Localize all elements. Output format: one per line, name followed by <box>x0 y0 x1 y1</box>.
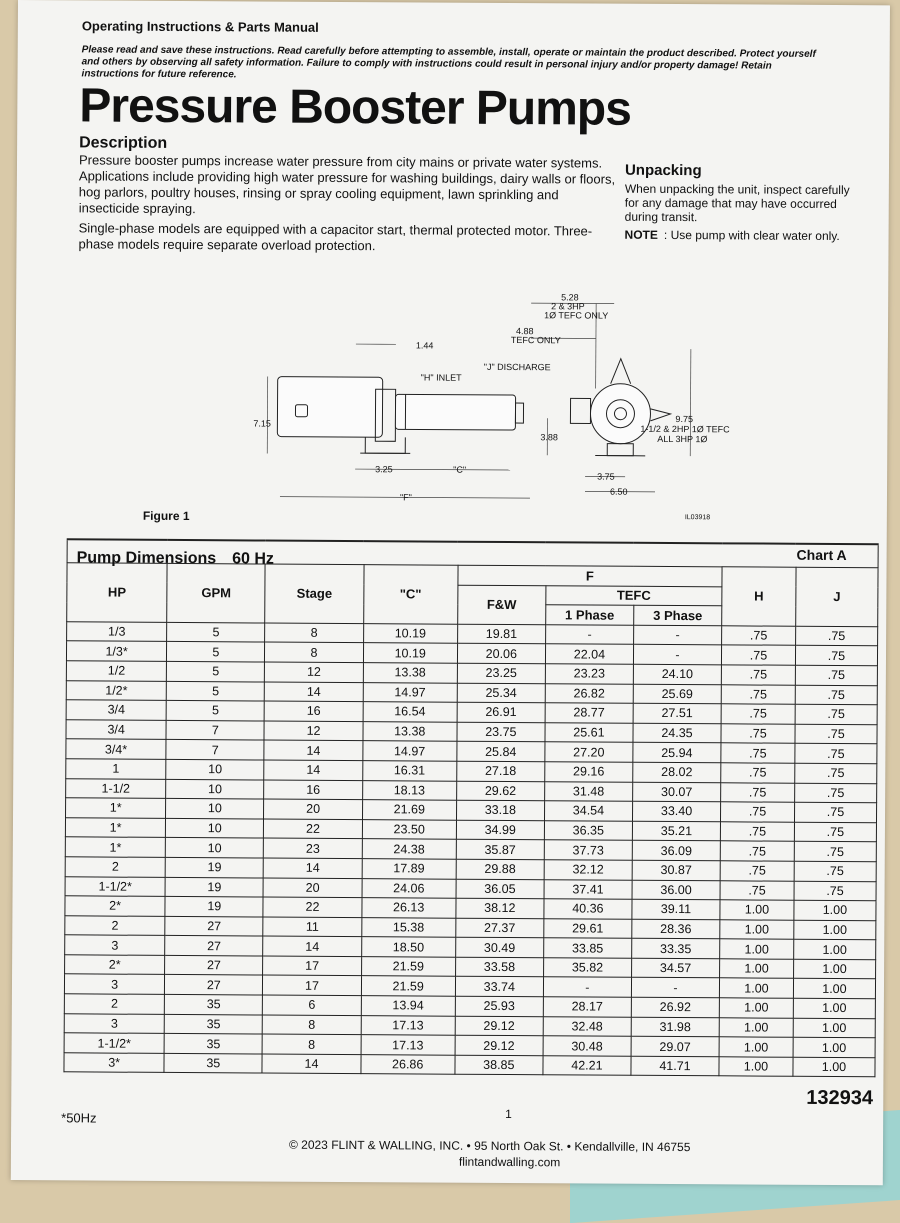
pump-end-view <box>570 358 671 456</box>
footnote: *50Hz <box>61 1110 97 1125</box>
table-cell: 3 <box>64 974 164 994</box>
table-cell: 8 <box>265 623 363 643</box>
table-cell: 30.49 <box>455 937 543 957</box>
col-gpm: GPM <box>167 563 266 622</box>
table-cell: 34.54 <box>544 801 632 821</box>
svg-text:3.25: 3.25 <box>375 464 393 474</box>
table-cell: .75 <box>721 802 795 822</box>
table-cell: .75 <box>722 626 796 646</box>
table-cell: 1.00 <box>794 940 876 960</box>
table-cell: 27 <box>165 916 263 936</box>
table-cell: .75 <box>795 783 877 803</box>
table-cell: 1.00 <box>720 900 794 920</box>
table-cell: .75 <box>720 822 794 842</box>
table-cell: .75 <box>721 684 795 704</box>
table-cell: 28.17 <box>543 997 631 1017</box>
table-cell: 1.00 <box>793 998 875 1018</box>
table-cell: .75 <box>794 802 876 822</box>
table-cell: 22 <box>264 819 362 839</box>
table-cell: 14 <box>263 936 361 956</box>
table-cell: 20 <box>264 799 362 819</box>
table-title-text: Pump Dimensions <box>77 549 217 567</box>
table-cell: 12 <box>265 662 363 682</box>
table-cell: 40.36 <box>544 899 632 919</box>
table-cell: 25.69 <box>633 684 721 704</box>
table-cell: 1.00 <box>794 900 876 920</box>
table-cell: 35.21 <box>632 821 720 841</box>
table-cell: .75 <box>795 685 877 705</box>
table-cell: 33.74 <box>455 977 543 997</box>
table-cell: 35 <box>164 1034 262 1054</box>
table-cell: .75 <box>796 626 878 646</box>
table-cell: 27.18 <box>457 761 545 781</box>
table-cell: 14.97 <box>363 682 457 702</box>
table-cell: 16.54 <box>363 702 457 722</box>
table-cell: 17.13 <box>361 1035 455 1055</box>
table-cell: 13.38 <box>363 721 457 741</box>
table-cell: 1* <box>65 837 165 857</box>
table-cell: 1/3* <box>66 641 166 661</box>
col-c: "C" <box>363 565 458 624</box>
table-cell: .75 <box>721 665 795 685</box>
table-cell: 37.73 <box>544 840 632 860</box>
table-cell: 14 <box>264 760 362 780</box>
footer-address: © 2023 FLINT & WALLING, INC. • 95 North Oak St. • Kendallville, IN 46755 <box>289 1138 690 1154</box>
svg-text:6.50: 6.50 <box>610 487 628 497</box>
col-f: F <box>458 565 722 586</box>
table-cell: 2 <box>64 994 164 1014</box>
table-cell: 17 <box>263 956 361 976</box>
svg-text:1.44: 1.44 <box>416 340 434 350</box>
table-cell: 19 <box>165 897 263 917</box>
table-cell: 36.05 <box>456 879 544 899</box>
table-cell: 5 <box>167 642 265 662</box>
table-cell: 8 <box>263 1034 361 1054</box>
table-cell: 3 <box>64 1013 164 1033</box>
table-cell: - <box>543 977 631 997</box>
table-cell: 29.61 <box>544 918 632 938</box>
table-cell: 14 <box>264 858 362 878</box>
table-cell: 21.69 <box>362 800 456 820</box>
table-cell: 30.87 <box>632 860 720 880</box>
table-cell: 5 <box>167 661 265 681</box>
description-paragraph-1: Pressure booster pumps increase water pressure from city mains or private water systems. Applications include providing high water pressure for washing buildings, dairy walls or floors, hog parlors, poultry houses, rinsing or spray cooling equipment, lawn sprinkling and insecticide spraying. <box>79 152 619 219</box>
note-label: NOTE <box>625 228 658 242</box>
table-cell: 23.25 <box>457 663 545 683</box>
table-cell: 35 <box>164 1014 262 1034</box>
table-cell: 17.13 <box>361 1015 455 1035</box>
table-cell: 10 <box>166 759 264 779</box>
table-cell: - <box>545 625 633 645</box>
table-cell: 30.48 <box>543 1036 631 1056</box>
table-row <box>64 1053 875 1078</box>
col-3phase: 3 Phase <box>634 605 722 625</box>
svg-text:"F": "F" <box>400 492 412 502</box>
table-cell: 31.98 <box>631 1017 719 1037</box>
table-cell: 15.38 <box>361 917 455 937</box>
table-cell: 38.12 <box>456 898 544 918</box>
table-cell: 27 <box>165 936 263 956</box>
unpacking-note <box>625 228 865 243</box>
table-cell: 3/4 <box>66 700 166 720</box>
table-cell: 25.84 <box>457 742 545 762</box>
table-cell: 13.38 <box>363 663 457 683</box>
table-cell: 29.62 <box>456 781 544 801</box>
table-frequency: 60 Hz <box>232 550 274 567</box>
table-cell: .75 <box>721 704 795 724</box>
svg-text:3.75: 3.75 <box>597 472 615 482</box>
table-cell: 23.50 <box>362 819 456 839</box>
table-cell: - <box>633 645 721 665</box>
table-cell: 20 <box>263 878 361 898</box>
table-cell: 33.35 <box>632 939 720 959</box>
svg-text:"H" INLET: "H" INLET <box>421 372 462 382</box>
table-cell: 23 <box>264 838 362 858</box>
table-cell: 25.61 <box>545 722 633 742</box>
table-cell: 28.77 <box>545 703 633 723</box>
table-cell: .75 <box>794 861 876 881</box>
table-cell: 34.99 <box>456 820 544 840</box>
svg-text:1-1/2 & 2HP 1Ø TEFC: 1-1/2 & 2HP 1Ø TEFC <box>640 424 730 435</box>
table-cell: 31.48 <box>544 781 632 801</box>
unpacking-heading: Unpacking <box>625 162 702 179</box>
table-cell: 33.40 <box>632 801 720 821</box>
table-cell: 3/4 <box>66 720 166 740</box>
table-cell: 3 <box>65 935 165 955</box>
table-cell: 10.19 <box>363 623 457 643</box>
figure-caption: Figure 1 <box>143 509 190 523</box>
table-cell: 24.10 <box>633 664 721 684</box>
table-cell: 12 <box>264 721 362 741</box>
table-cell: 24.35 <box>633 723 721 743</box>
table-cell: 41.71 <box>631 1056 719 1076</box>
safety-notice: Please read and save these instructions. Read carefully before attempting to assemble, install, operate or maintain the product described. Protect yourself and others by observing all safety information. Failure to comply with instructions could result in personal injury and/or property damage! Retain instructions for future reference. <box>82 44 822 85</box>
table-cell: - <box>634 625 722 645</box>
table-cell: 19.81 <box>457 624 545 644</box>
table-cell: 28.36 <box>632 919 720 939</box>
table-cell: 26.91 <box>457 702 545 722</box>
table-cell: 21.59 <box>361 956 455 976</box>
table-cell: .75 <box>720 841 794 861</box>
table-cell: 36.00 <box>632 880 720 900</box>
table-cell: 24.38 <box>362 839 456 859</box>
table-cell: 14 <box>264 740 362 760</box>
table-cell: 2 <box>65 915 165 935</box>
chart-label: Chart A <box>797 547 847 563</box>
table-cell: 1.00 <box>719 1037 793 1057</box>
table-cell: 1/2 <box>66 661 166 681</box>
table-cell: 1.00 <box>720 959 794 979</box>
table-cell: 10 <box>166 818 264 838</box>
table-cell: 17 <box>263 975 361 995</box>
table-cell: 36.35 <box>544 820 632 840</box>
col-stage: Stage <box>265 564 364 623</box>
table-cell: 26.13 <box>362 898 456 918</box>
table-cell: 35.82 <box>543 958 631 978</box>
svg-text:"C": "C" <box>453 465 466 475</box>
unpacking-text: When unpacking the unit, inspect carefully for any damage that may have occurred during transit. <box>625 182 855 225</box>
table-cell: 23.23 <box>545 664 633 684</box>
table-cell: 39.11 <box>632 899 720 919</box>
table-cell: 1.00 <box>793 979 875 999</box>
table-cell: 13.94 <box>361 996 455 1016</box>
table-cell: 1.00 <box>719 1017 793 1037</box>
table-cell: 2 <box>65 857 165 877</box>
table-cell: 24.06 <box>362 878 456 898</box>
manual-page <box>11 0 890 1185</box>
svg-text:5.28: 5.28 <box>561 292 579 302</box>
table-cell: 1.00 <box>719 998 793 1018</box>
page-number: 1 <box>505 1107 512 1121</box>
description-paragraph-2: Single-phase models are equipped with a capacitor start, thermal protected motor. Three-phase models require separate overload protection. <box>78 220 618 255</box>
table-cell: - <box>631 978 719 998</box>
table-cell: 29.16 <box>545 762 633 782</box>
svg-text:9.75: 9.75 <box>675 414 693 424</box>
svg-text:"J" DISCHARGE: "J" DISCHARGE <box>484 362 551 372</box>
svg-text:TEFC ONLY: TEFC ONLY <box>511 335 561 345</box>
col-h: H <box>722 567 796 626</box>
table-cell: 25.34 <box>457 683 545 703</box>
col-tefc: TEFC <box>546 585 722 606</box>
page-title: Pressure Booster Pumps <box>79 78 631 136</box>
table-cell: 35.87 <box>456 840 544 860</box>
table-cell: 35 <box>164 1053 262 1073</box>
table-title <box>77 549 274 568</box>
svg-text:7.15: 7.15 <box>253 418 271 428</box>
table-cell: 16 <box>265 701 363 721</box>
table-cell: .75 <box>720 861 794 881</box>
table-cell: 26.82 <box>545 683 633 703</box>
table-cell: .75 <box>795 665 877 685</box>
document-number: 132934 <box>806 1087 873 1110</box>
table-cell: 33.85 <box>544 938 632 958</box>
table-cell: 1.00 <box>720 939 794 959</box>
table-cell: 18.50 <box>361 937 455 957</box>
table-cell: 33.58 <box>455 957 543 977</box>
table-cell: 26.86 <box>361 1054 455 1074</box>
table-cell: .75 <box>721 645 795 665</box>
figure-code: IL03918 <box>685 514 710 521</box>
table-cell: .75 <box>795 744 877 764</box>
table-cell: 3* <box>64 1053 164 1073</box>
svg-text:1Ø TEFC ONLY: 1Ø TEFC ONLY <box>544 310 608 320</box>
col-hp: HP <box>67 563 168 622</box>
table-cell: 2* <box>65 955 165 975</box>
table-cell: .75 <box>721 724 795 744</box>
table-cell: 18.13 <box>362 780 456 800</box>
table-cell: 2* <box>65 896 165 916</box>
table-cell: 42.21 <box>543 1056 631 1076</box>
svg-text:2 & 3HP: 2 & 3HP <box>551 301 585 311</box>
table-cell: 1* <box>65 818 165 838</box>
pump-diagram <box>225 286 766 519</box>
table-cell: 26.92 <box>631 997 719 1017</box>
table-cell: .75 <box>795 763 877 783</box>
table-cell: 16.31 <box>362 761 456 781</box>
svg-text:3.88: 3.88 <box>540 432 558 442</box>
table-cell: 1.00 <box>720 919 794 939</box>
table-cell: .75 <box>720 880 794 900</box>
table-cell: 29.12 <box>455 1035 543 1055</box>
table-cell: 1.00 <box>794 920 876 940</box>
table-cell: 32.12 <box>544 860 632 880</box>
table-cell: 27 <box>165 955 263 975</box>
table-cell: 7 <box>166 720 264 740</box>
table-cell: 1.00 <box>793 1018 875 1038</box>
table-cell: .75 <box>721 763 795 783</box>
table-cell: 1.00 <box>793 1038 875 1058</box>
table-cell: 35 <box>165 994 263 1014</box>
table-cell: 34.57 <box>631 958 719 978</box>
table-cell: 10.19 <box>363 643 457 663</box>
table-cell: 1 <box>66 759 166 779</box>
table-cell: 19 <box>165 877 263 897</box>
table-cell: .75 <box>795 724 877 744</box>
table-cell: 16 <box>264 780 362 800</box>
table-cell: .75 <box>721 782 795 802</box>
note-text: : Use pump with clear water only. <box>664 228 840 243</box>
pump-dimensions-table <box>63 538 878 1077</box>
table-cell: 17.89 <box>362 859 456 879</box>
table-cell: 1-1/2* <box>64 1033 164 1053</box>
table-cell: 25.94 <box>633 743 721 763</box>
table-cell: 38.85 <box>455 1055 543 1075</box>
table-cell: .75 <box>795 646 877 666</box>
table-cell: 6 <box>263 995 361 1015</box>
table-cell: 22 <box>263 897 361 917</box>
table-cell: 20.06 <box>457 644 545 664</box>
table-cell: 10 <box>166 779 264 799</box>
table-cell: 29.07 <box>631 1037 719 1057</box>
table-cell: 1.00 <box>719 1057 793 1077</box>
manual-header: Operating Instructions & Parts Manual <box>82 18 319 34</box>
table-cell: 8 <box>265 642 363 662</box>
table-cell: 25.93 <box>455 996 543 1016</box>
svg-text:ALL 3HP 1Ø: ALL 3HP 1Ø <box>657 434 707 444</box>
table-cell: 28.02 <box>633 762 721 782</box>
table-cell: .75 <box>721 743 795 763</box>
col-j: J <box>796 567 878 626</box>
table-cell: 33.18 <box>456 800 544 820</box>
table-cell: 5 <box>167 622 265 642</box>
table-cell: 29.12 <box>455 1016 543 1036</box>
table-cell: 5 <box>166 681 264 701</box>
table-cell: 8 <box>263 1015 361 1035</box>
table-cell: 1.00 <box>719 978 793 998</box>
table-cell: 36.09 <box>632 841 720 861</box>
dimensions-table-container <box>63 538 878 1077</box>
table-cell: 3/4* <box>66 739 166 759</box>
table-cell: 14 <box>265 682 363 702</box>
table-cell: 27.51 <box>633 703 721 723</box>
table-cell: 10 <box>166 838 264 858</box>
table-cell: .75 <box>794 881 876 901</box>
table-cell: 1-1/2* <box>65 876 165 896</box>
table-cell: 21.59 <box>361 976 455 996</box>
table-cell: 22.04 <box>545 644 633 664</box>
table-cell: 14 <box>262 1054 360 1074</box>
col-1phase: 1 Phase <box>546 605 634 625</box>
description-heading: Description <box>79 134 167 153</box>
table-cell: 27 <box>165 975 263 995</box>
table-cell: 1* <box>66 798 166 818</box>
table-cell: 32.48 <box>543 1016 631 1036</box>
table-cell: 1/2* <box>66 680 166 700</box>
table-cell: 1/3 <box>67 622 167 642</box>
table-cell: 14.97 <box>363 741 457 761</box>
svg-text:4.88: 4.88 <box>516 326 534 336</box>
table-cell: 7 <box>166 740 264 760</box>
table-cell: 1.00 <box>793 1057 875 1077</box>
table-cell: 19 <box>165 857 263 877</box>
table-cell: .75 <box>794 822 876 842</box>
table-cell: 1.00 <box>793 959 875 979</box>
table-cell: 27.20 <box>545 742 633 762</box>
table-cell: 29.88 <box>456 859 544 879</box>
col-fw: F&W <box>457 585 545 625</box>
table-cell: 23.75 <box>457 722 545 742</box>
table-cell: 10 <box>166 799 264 819</box>
table-cell: 5 <box>166 701 264 721</box>
table-cell: 37.41 <box>544 879 632 899</box>
table-cell: 27.37 <box>456 918 544 938</box>
pump-side-view <box>277 377 523 455</box>
table-cell: 1-1/2 <box>66 778 166 798</box>
table-cell: 11 <box>263 917 361 937</box>
table-cell: .75 <box>795 704 877 724</box>
table-cell: 30.07 <box>633 782 721 802</box>
footer-website: flintandwalling.com <box>459 1155 560 1170</box>
table-cell: .75 <box>794 842 876 862</box>
